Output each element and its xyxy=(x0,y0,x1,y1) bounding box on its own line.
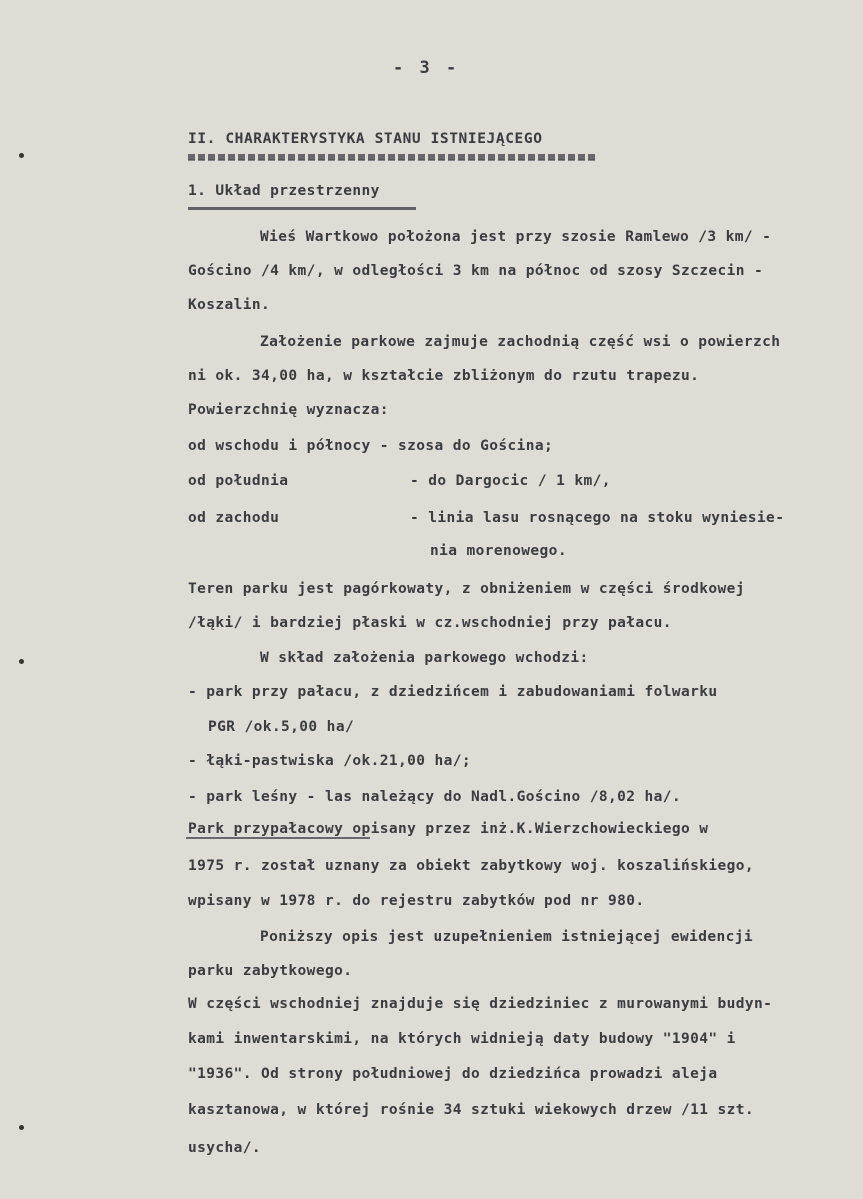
body-line: Założenie parkowe zajmuje zachodnią część wsi o powierzch xyxy=(260,334,781,350)
body-line: Park przypałacowy opisany przez inż.K.Wierzchowieckiego w xyxy=(188,821,709,837)
heading-underline-secondary xyxy=(188,159,598,161)
body-line: ni ok. 34,00 ha, w kształcie zbliżonym do rzutu trapezu. xyxy=(188,368,700,384)
body-line: usycha/. xyxy=(188,1140,262,1156)
body-line: nia morenowego. xyxy=(430,543,567,559)
punch-hole-mark xyxy=(19,153,24,158)
subsection-heading: 1. Układ przestrzenny xyxy=(188,183,380,199)
page-number: - 3 - xyxy=(393,58,460,78)
body-line: - park leśny - las należący do Nadl.Gościno /8,02 ha/. xyxy=(188,789,682,805)
body-line: od wschodu i północy - szosa do Gościna; xyxy=(188,438,554,454)
body-line: od południa xyxy=(188,473,289,489)
body-line: - do Dargocic / 1 km/, xyxy=(410,473,611,489)
body-line: - linia lasu rosnącego na stoku wyniesie- xyxy=(410,510,785,526)
park-underline xyxy=(186,837,370,839)
body-line: /łąki/ i bardziej płaski w cz.wschodniej przy pałacu. xyxy=(188,615,672,631)
body-line: Teren parku jest pagórkowaty, z obniżeniem w części środkowej xyxy=(188,581,745,597)
body-line: 1975 r. został uznany za obiekt zabytkowy woj. koszalińskiego, xyxy=(188,858,755,874)
body-line: Poniższy opis jest uzupełnieniem istniejącej ewidencji xyxy=(260,929,754,945)
body-line: Wieś Wartkowo położona jest przy szosie Ramlewo /3 km/ - xyxy=(260,229,772,245)
punch-hole-mark xyxy=(19,659,24,664)
body-line: kasztanowa, w której rośnie 34 sztuki wiekowych drzew /11 szt. xyxy=(188,1102,755,1118)
body-line: "1936". Od strony południowej do dziedzińca prowadzi aleja xyxy=(188,1066,718,1082)
body-line: Powierzchnię wyznacza: xyxy=(188,402,389,418)
body-line: kami inwentarskimi, na których widnieją daty budowy "1904" i xyxy=(188,1031,736,1047)
body-line: W skład założenia parkowego wchodzi: xyxy=(260,650,589,666)
body-line: parku zabytkowego. xyxy=(188,963,353,979)
body-line: wpisany w 1978 r. do rejestru zabytków pod nr 980. xyxy=(188,893,645,909)
body-line: Koszalin. xyxy=(188,297,271,313)
body-line: Gościno /4 km/, w odległości 3 km na północ od szosy Szczecin - xyxy=(188,263,764,279)
subsection-underline xyxy=(188,207,416,210)
body-line: W części wschodniej znajduje się dziedziniec z murowanymi budyn- xyxy=(188,996,773,1012)
punch-hole-mark xyxy=(19,1125,24,1130)
body-line: - park przy pałacu, z dziedzińcem i zabudowaniami folwarku xyxy=(188,684,718,700)
body-line: - łąki-pastwiska /ok.21,00 ha/; xyxy=(188,753,472,769)
body-line: od zachodu xyxy=(188,510,280,526)
section-heading: II. CHARAKTERYSTYKA STANU ISTNIEJĄCEGO xyxy=(188,131,543,147)
body-line: PGR /ok.5,00 ha/ xyxy=(208,719,355,735)
